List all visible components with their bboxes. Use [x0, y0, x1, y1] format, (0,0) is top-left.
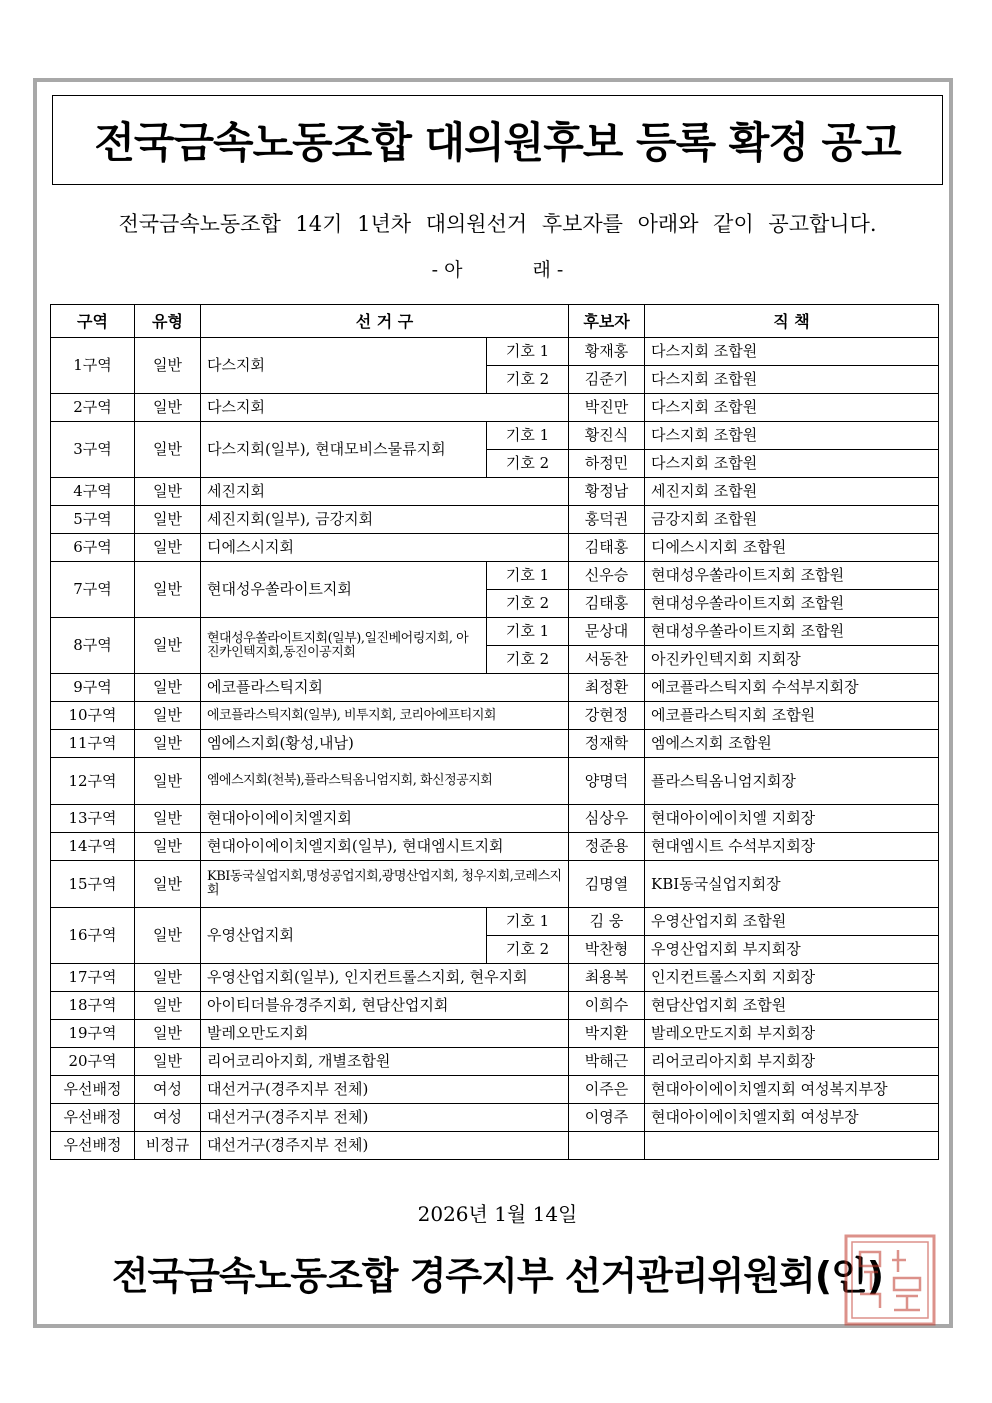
type-cell: 일반 [135, 992, 201, 1020]
district-cell: 엠에스지회(천북),플라스틱옴니엄지회, 화신정공지회 [201, 758, 569, 805]
zone-cell: 17구역 [51, 964, 135, 992]
district-cell: 디에스시지회 [201, 534, 569, 562]
zone-cell: 12구역 [51, 758, 135, 805]
table-row [51, 674, 939, 702]
title-box [52, 95, 943, 185]
zone-cell: 우선배정 [51, 1104, 135, 1132]
district-cell: 세진지회(일부), 금강지회 [201, 506, 569, 534]
ballot-number-cell: 기호 1 [487, 618, 569, 646]
district-cell: 현대성우쏠라이트지회(일부),일진베어링지회, 아진카인텍지회,동진이공지회 [201, 618, 487, 674]
position-cell: 에코플라스틱지회 조합원 [645, 702, 939, 730]
header-zone: 구역 [51, 305, 135, 338]
candidate-cell: 이주은 [569, 1076, 645, 1104]
table-row [51, 964, 939, 992]
district-cell: 다스지회 [201, 394, 569, 422]
issuer-name: 전국금속노동조합 경주지부 선거관리위원회(인) [111, 1254, 884, 1298]
position-cell: 우영산업지회 부지회장 [645, 936, 939, 964]
table-row [51, 702, 939, 730]
type-cell: 일반 [135, 394, 201, 422]
position-cell: 다스지회 조합원 [645, 338, 939, 366]
ballot-number-cell: 기호 2 [487, 590, 569, 618]
zone-cell: 5구역 [51, 506, 135, 534]
table-row [51, 1076, 939, 1104]
zone-cell: 8구역 [51, 618, 135, 674]
candidate-cell: 서동찬 [569, 646, 645, 674]
candidate-cell: 김준기 [569, 366, 645, 394]
zone-cell: 16구역 [51, 908, 135, 964]
type-cell: 일반 [135, 702, 201, 730]
position-cell: 현담산업지회 조합원 [645, 992, 939, 1020]
type-cell: 일반 [135, 534, 201, 562]
district-cell: 현대아이에이치엘지회(일부), 현대엠시트지회 [201, 833, 569, 861]
zone-cell: 20구역 [51, 1048, 135, 1076]
position-cell: 현대성우쏠라이트지회 조합원 [645, 562, 939, 590]
type-cell: 일반 [135, 1020, 201, 1048]
table-header-row [51, 305, 939, 338]
header-type: 유형 [135, 305, 201, 338]
type-cell: 일반 [135, 805, 201, 833]
zone-cell: 18구역 [51, 992, 135, 1020]
candidate-cell: 박지환 [569, 1020, 645, 1048]
ballot-number-cell: 기호 1 [487, 338, 569, 366]
table-row [51, 478, 939, 506]
zone-cell: 14구역 [51, 833, 135, 861]
candidate-cell: 박찬형 [569, 936, 645, 964]
candidate-cell: 하정민 [569, 450, 645, 478]
zone-cell: 11구역 [51, 730, 135, 758]
subheading [52, 255, 943, 282]
district-cell: 발레오만도지회 [201, 1020, 569, 1048]
candidate-cell: 박해근 [569, 1048, 645, 1076]
district-cell: 다스지회(일부), 현대모비스물류지회 [201, 422, 487, 478]
district-cell: 현대성우쏠라이트지회 [201, 562, 487, 618]
type-cell: 일반 [135, 730, 201, 758]
document-title: 전국금속노동조합 대의원후보 등록 확정 공고 [94, 118, 901, 167]
table-row [51, 618, 939, 646]
type-cell: 일반 [135, 618, 201, 674]
candidate-cell: 황재홍 [569, 338, 645, 366]
type-cell: 일반 [135, 562, 201, 618]
candidate-cell: 최용복 [569, 964, 645, 992]
district-cell: 다스지회 [201, 338, 487, 394]
candidate-cell: 심상우 [569, 805, 645, 833]
candidate-cell: 김 웅 [569, 908, 645, 936]
position-cell: 현대아이에이치엘지회 여성부장 [645, 1104, 939, 1132]
header-position: 직 책 [645, 305, 939, 338]
table-row [51, 562, 939, 590]
candidate-cell: 정준용 [569, 833, 645, 861]
position-cell: 플라스틱옴니엄지회장 [645, 758, 939, 805]
zone-cell: 2구역 [51, 394, 135, 422]
header-district: 선 거 구 [201, 305, 569, 338]
position-cell: 아진카인텍지회 지회장 [645, 646, 939, 674]
table-row [51, 1132, 939, 1160]
ballot-number-cell: 기호 1 [487, 908, 569, 936]
district-cell: 리어코리아지회, 개별조합원 [201, 1048, 569, 1076]
zone-cell: 4구역 [51, 478, 135, 506]
table-row [51, 992, 939, 1020]
type-cell: 일반 [135, 964, 201, 992]
candidate-cell: 황진식 [569, 422, 645, 450]
district-cell: 엠에스지회(황성,내남) [201, 730, 569, 758]
table-row [51, 338, 939, 366]
zone-cell: 1구역 [51, 338, 135, 394]
table-row [51, 394, 939, 422]
candidate-cell: 문상대 [569, 618, 645, 646]
candidate-cell: 박진만 [569, 394, 645, 422]
position-cell: 현대아이에이치엘지회 여성복지부장 [645, 1076, 939, 1104]
zone-cell: 10구역 [51, 702, 135, 730]
type-cell: 일반 [135, 833, 201, 861]
table-row [51, 1020, 939, 1048]
district-cell: KBI동국실업지회,명성공업지회,광명산업지회, 청우지회,코레스지회 [201, 861, 569, 908]
table-row [51, 422, 939, 450]
type-cell: 일반 [135, 908, 201, 964]
ballot-number-cell: 기호 2 [487, 366, 569, 394]
header-candidate: 후보자 [569, 305, 645, 338]
zone-cell: 7구역 [51, 562, 135, 618]
position-cell: 디에스시지회 조합원 [645, 534, 939, 562]
district-cell: 대선거구(경주지부 전체) [201, 1076, 569, 1104]
type-cell: 일반 [135, 1048, 201, 1076]
position-cell: 현대아이에이치엘 지회장 [645, 805, 939, 833]
position-cell: 현대성우쏠라이트지회 조합원 [645, 590, 939, 618]
district-cell: 세진지회 [201, 478, 569, 506]
candidate-cell: 김태홍 [569, 590, 645, 618]
table-row [51, 908, 939, 936]
type-cell: 일반 [135, 758, 201, 805]
zone-cell: 13구역 [51, 805, 135, 833]
candidate-cell: 최정환 [569, 674, 645, 702]
position-cell [645, 1132, 939, 1160]
district-cell: 아이티더블유경주지회, 현담산업지회 [201, 992, 569, 1020]
zone-cell: 3구역 [51, 422, 135, 478]
candidate-cell: 이희수 [569, 992, 645, 1020]
position-cell: 금강지회 조합원 [645, 506, 939, 534]
type-cell: 일반 [135, 422, 201, 478]
candidate-cell: 홍덕권 [569, 506, 645, 534]
type-cell: 일반 [135, 478, 201, 506]
candidate-cell: 양명덕 [569, 758, 645, 805]
type-cell: 비정규 [135, 1132, 201, 1160]
ballot-number-cell: 기호 2 [487, 936, 569, 964]
district-cell: 대선거구(경주지부 전체) [201, 1132, 569, 1160]
position-cell: 다스지회 조합원 [645, 366, 939, 394]
table-row [51, 758, 939, 805]
candidate-cell: 김명열 [569, 861, 645, 908]
district-cell: 현대아이에이치엘지회 [201, 805, 569, 833]
candidate-cell: 신우승 [569, 562, 645, 590]
district-cell: 에코플라스틱지회 [201, 674, 569, 702]
position-cell: KBI동국실업지회장 [645, 861, 939, 908]
zone-cell: 6구역 [51, 534, 135, 562]
ballot-number-cell: 기호 2 [487, 450, 569, 478]
type-cell: 일반 [135, 338, 201, 394]
table-row [51, 1048, 939, 1076]
position-cell: 우영산업지회 조합원 [645, 908, 939, 936]
announcement-date: 2026년 1월 14일 [417, 1202, 578, 1226]
position-cell: 다스지회 조합원 [645, 394, 939, 422]
table-row [51, 805, 939, 833]
table-row [51, 861, 939, 908]
position-cell: 발레오만도지회 부지회장 [645, 1020, 939, 1048]
zone-cell: 15구역 [51, 861, 135, 908]
district-cell: 에코플라스틱지회(일부), 비투지회, 코리아에프티지회 [201, 702, 569, 730]
table-row [51, 1104, 939, 1132]
ballot-number-cell: 기호 1 [487, 422, 569, 450]
position-cell: 다스지회 조합원 [645, 422, 939, 450]
subheading-right: 래 - [532, 259, 564, 281]
position-cell: 현대성우쏠라이트지회 조합원 [645, 618, 939, 646]
candidate-cell: 정재학 [569, 730, 645, 758]
district-cell: 대선거구(경주지부 전체) [201, 1104, 569, 1132]
intro-text: 전국금속노동조합 14기 1년차 대의원선거 후보자를 아래와 같이 공고합니다. [118, 212, 877, 236]
zone-cell: 19구역 [51, 1020, 135, 1048]
zone-cell: 우선배정 [51, 1132, 135, 1160]
table-body [51, 338, 939, 1160]
candidate-cell: 김태홍 [569, 534, 645, 562]
subheading-left: - 아 [431, 259, 463, 281]
table-row [51, 534, 939, 562]
type-cell: 일반 [135, 674, 201, 702]
type-cell: 여성 [135, 1104, 201, 1132]
ballot-number-cell: 기호 2 [487, 646, 569, 674]
table-row [51, 833, 939, 861]
zone-cell: 우선배정 [51, 1076, 135, 1104]
position-cell: 엠에스지회 조합원 [645, 730, 939, 758]
candidate-table [50, 304, 939, 1160]
position-cell: 에코플라스틱지회 수석부지회장 [645, 674, 939, 702]
district-cell: 우영산업지회(일부), 인지컨트롤스지회, 현우지회 [201, 964, 569, 992]
candidate-cell [569, 1132, 645, 1160]
district-cell: 우영산업지회 [201, 908, 487, 964]
zone-cell: 9구역 [51, 674, 135, 702]
position-cell: 세진지회 조합원 [645, 478, 939, 506]
position-cell: 리어코리아지회 부지회장 [645, 1048, 939, 1076]
position-cell: 현대엠시트 수석부지회장 [645, 833, 939, 861]
candidate-cell: 이영주 [569, 1104, 645, 1132]
candidate-cell: 강현정 [569, 702, 645, 730]
position-cell: 인지컨트롤스지회 지회장 [645, 964, 939, 992]
type-cell: 여성 [135, 1076, 201, 1104]
candidate-cell: 황정남 [569, 478, 645, 506]
position-cell: 다스지회 조합원 [645, 450, 939, 478]
type-cell: 일반 [135, 861, 201, 908]
type-cell: 일반 [135, 506, 201, 534]
table-row [51, 730, 939, 758]
table-row [51, 506, 939, 534]
ballot-number-cell: 기호 1 [487, 562, 569, 590]
